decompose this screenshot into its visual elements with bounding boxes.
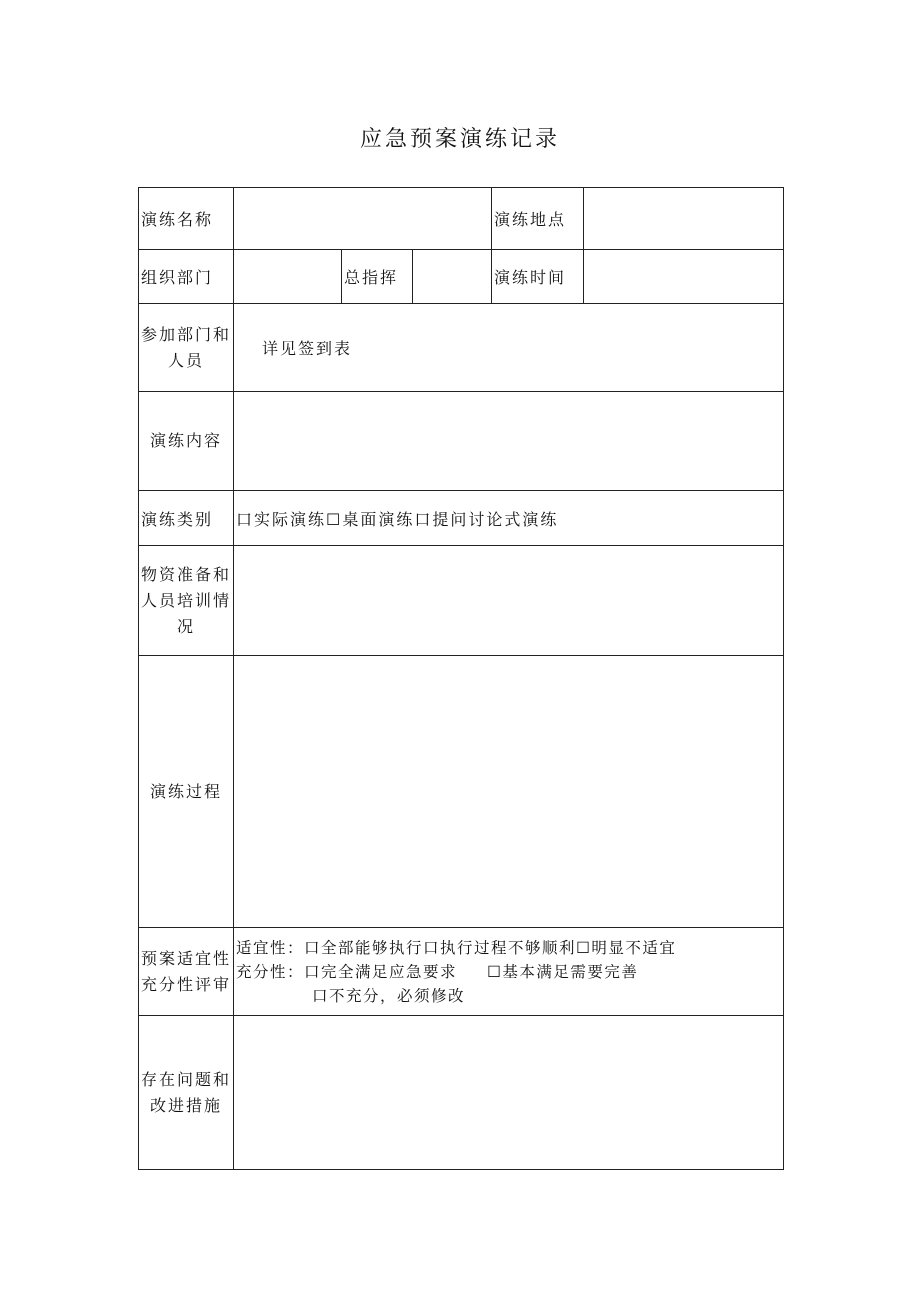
drill-name-field[interactable]: [234, 188, 492, 250]
drill-location-label: 演练地点: [492, 188, 584, 250]
row-content: [139, 392, 784, 491]
drill-record-table: [138, 187, 784, 1170]
category-label: 演练类别: [139, 491, 234, 546]
participants-field[interactable]: [234, 304, 784, 392]
category-options[interactable]: 口实际演练☐桌面演练口提问讨论式演练: [234, 491, 784, 546]
content-label: 演练内容: [139, 392, 234, 491]
materials-label: [139, 546, 234, 656]
adequacy-option-basic[interactable]: ☐基本满足需要完善: [487, 962, 639, 981]
row-org-dept: [139, 250, 784, 304]
adequacy-option-insufficient[interactable]: 口不充分，必须修改: [312, 986, 466, 1005]
drill-name-label: 演练名称: [139, 188, 234, 250]
commander-field[interactable]: [413, 250, 492, 304]
suitability-prefix: 适宜性：: [236, 938, 305, 957]
adequacy-prefix: 充分性：: [236, 962, 305, 981]
row-category: [139, 491, 784, 546]
participants-label: [139, 304, 234, 392]
process-field[interactable]: [234, 656, 784, 928]
issues-label-line2: 改进措施: [149, 1095, 222, 1115]
adequacy-option-full[interactable]: 口完全满足应急要求: [304, 962, 458, 981]
row-participants: [139, 304, 784, 392]
materials-label-line2: 人员培训情: [140, 590, 231, 610]
evaluation-field[interactable]: [234, 928, 784, 1016]
drill-time-field[interactable]: [584, 250, 784, 304]
content-field[interactable]: [234, 392, 784, 491]
evaluation-label: [139, 928, 234, 1016]
materials-label-line3: 况: [176, 616, 195, 636]
evaluation-label-line2: 充分性评审: [140, 974, 231, 994]
participants-value: 详见签到表: [262, 339, 353, 358]
materials-field[interactable]: [234, 546, 784, 656]
materials-label-line1: 物资准备和: [140, 564, 231, 584]
row-materials: [139, 546, 784, 656]
commander-label: 总指挥: [342, 250, 413, 304]
row-evaluation: [139, 928, 784, 1016]
issues-label: [139, 1016, 234, 1170]
org-dept-label: 组织部门: [139, 250, 234, 304]
page-title: 应急预案演练记录: [359, 127, 560, 152]
issues-field[interactable]: [234, 1016, 784, 1170]
row-drill-name: [139, 188, 784, 250]
drill-time-label: 演练时间: [492, 250, 584, 304]
participants-label-line2: 人员: [167, 350, 204, 370]
issues-label-line1: 存在问题和: [140, 1069, 231, 1089]
suitability-line: [236, 936, 783, 960]
suitability-options[interactable]: 口全部能够执行口执行过程不够顺利☐明显不适宜: [304, 938, 677, 957]
evaluation-label-line1: 预案适宜性: [140, 948, 231, 968]
row-process: [139, 656, 784, 928]
participants-label-line1: 参加部门和: [140, 324, 231, 344]
drill-location-field[interactable]: [584, 188, 784, 250]
process-label: 演练过程: [139, 656, 234, 928]
adequacy-line: [236, 960, 783, 984]
org-dept-field[interactable]: [234, 250, 342, 304]
row-issues: [139, 1016, 784, 1170]
